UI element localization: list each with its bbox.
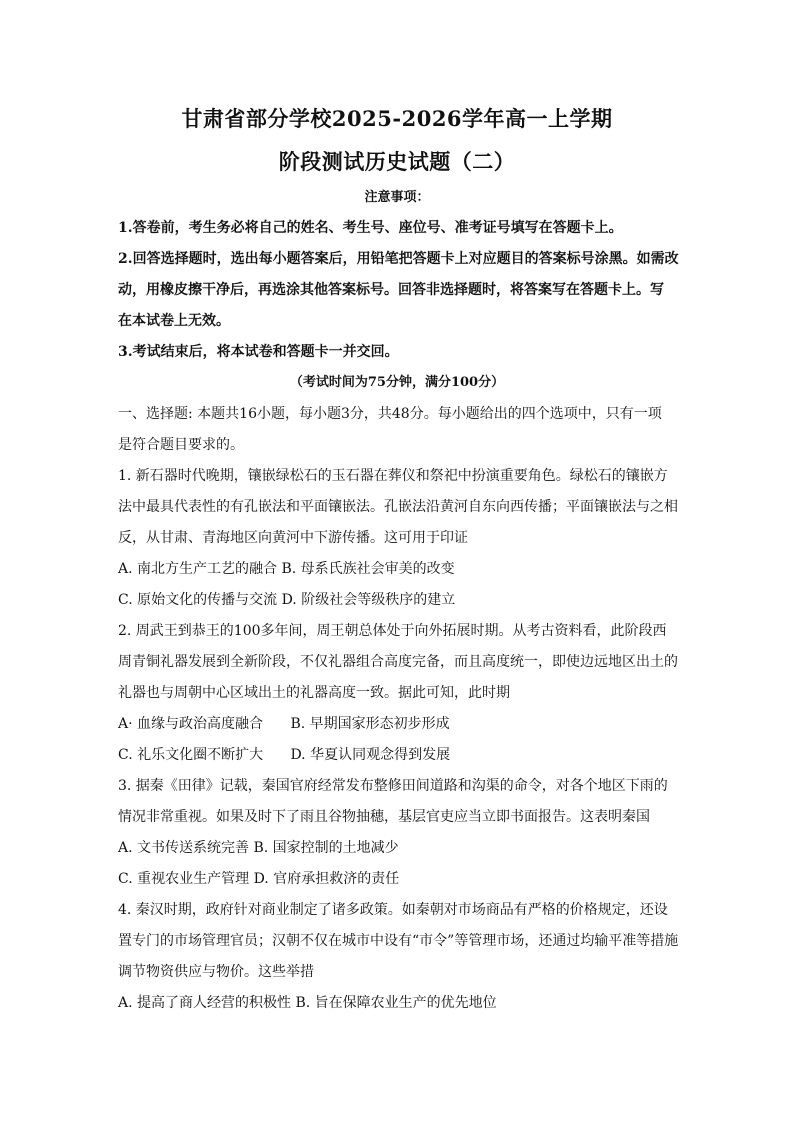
question-3-option-d: D. 官府承担救济的责任: [253, 871, 400, 887]
exam-title-line2: 阶段测试历史试题（二）: [278, 149, 516, 174]
question-3-option-b: B. 国家控制的土地减少: [253, 840, 399, 856]
question-1-option-b: B. 母系氏族社会审美的改变: [281, 561, 455, 577]
exam-time-note: （考试时间为75分钟，满分100分）: [289, 375, 505, 390]
question-4-line-2: 置专门的市场管理官员；汉朝不仅在城市中设有“市令”等管理市场，还通过均输平准等措施: [118, 933, 679, 949]
question-2-line-1: 2. 周武王到恭王的100多年间，周王朝总体处于向外拓展时期。从考古资料看，此阶段西: [118, 623, 667, 639]
section-intro-line-1: 一、选择题: 本题共16小题，每小题3分，共48分。每小题给出的四个选项中，只有一项: [118, 406, 662, 422]
question-1-options-ab: [118, 560, 683, 578]
question-2-line-3: 礼器也与周朝中心区域出土的礼器高度一致。据此可知，此时期: [118, 685, 510, 701]
question-3-options-ab: [118, 839, 683, 857]
question-3-option-c: C. 重视农业生产管理: [118, 871, 250, 887]
question-2-options-cd: [118, 746, 683, 764]
question-2-option-c: C. 礼乐文化圈不断扩大: [118, 747, 264, 763]
question-3-options-cd: [118, 870, 683, 888]
question-2-option-a: A· 血缘与政治高度融合: [118, 716, 264, 732]
notice-item-2-line-2: 动，用橡皮擦干净后，再选涂其他答案标号。回答非选择题时，将答案写在答题卡上。写: [118, 282, 664, 298]
notice-heading: 注意事项：: [364, 190, 430, 205]
question-2-options-ab: [118, 715, 683, 733]
question-4-option-b: B. 旨在保障农业生产的优先地位: [295, 995, 497, 1011]
question-1-option-d: D. 阶级社会等级秩序的建立: [281, 592, 456, 608]
question-1-line-1: 1. 新石器时代晚期，镶嵌绿松石的玉石器在葬仪和祭祀中扮演重要角色。绿松石的镶嵌方: [118, 468, 668, 484]
question-2-line-2: 周青铜礼器发展到全新阶段，不仅礼器组合高度完备，而且高度统一，即使边远地区出土的: [118, 654, 678, 670]
exam-title-line1: 甘肃省部分学校2025-2026学年高一上学期: [181, 106, 613, 131]
question-2-option-b: B. 早期国家形态初步形成: [290, 716, 450, 732]
question-3-line-1: 3. 据秦《田律》记载，秦国官府经常发布整修田间道路和沟渠的命令，对各个地区下雨的: [118, 778, 668, 794]
notice-item-2-line-1: 2.回答选择题时，选出每小题答案后，用铅笔把答题卡上对应题目的答案标号涂黑。如需改: [118, 251, 679, 267]
question-2-option-d: D. 华夏认同观念得到发展: [290, 747, 451, 763]
question-1-option-c: C. 原始文化的传播与交流: [118, 592, 278, 608]
question-1-options-cd: [118, 591, 683, 609]
question-1-option-a: A. 南北方生产工艺的融合: [118, 561, 278, 577]
question-3-option-a: A. 文书传送系统完善: [118, 840, 250, 856]
question-3-line-2: 情况非常重视。如果及时下了雨且谷物抽穗，基层官吏应当立即书面报告。这表明秦国: [118, 809, 650, 825]
question-4-line-3: 调节物资供应与物价。这些举措: [118, 964, 314, 980]
section-intro-line-2: 是符合题目要求的。: [118, 437, 244, 453]
notice-item-3: 3.考试结束后，将本试卷和答题卡一并交回。: [118, 344, 399, 360]
question-1-line-2: 法中最具代表性的有孔嵌法和平面镶嵌法。孔嵌法沿黄河自东向西传播；平面镶嵌法与之相: [118, 499, 678, 515]
notice-item-2-line-3: 在本试卷上无效。: [118, 313, 230, 329]
question-1-line-3: 反，从甘肃、青海地区向黄河中下游传播。这可用于印证: [118, 530, 468, 546]
question-4-options-ab: [118, 994, 683, 1012]
notice-item-1: 1.答卷前，考生务必将自己的姓名、考生号、座位号、准考证号填写在答题卡上。: [118, 220, 623, 236]
question-4-option-a: A. 提高了商人经营的积极性: [118, 995, 292, 1011]
question-4-line-1: 4. 秦汉时期，政府针对商业制定了诸多政策。如秦朝对市场商品有严格的价格规定，还设: [118, 902, 668, 918]
